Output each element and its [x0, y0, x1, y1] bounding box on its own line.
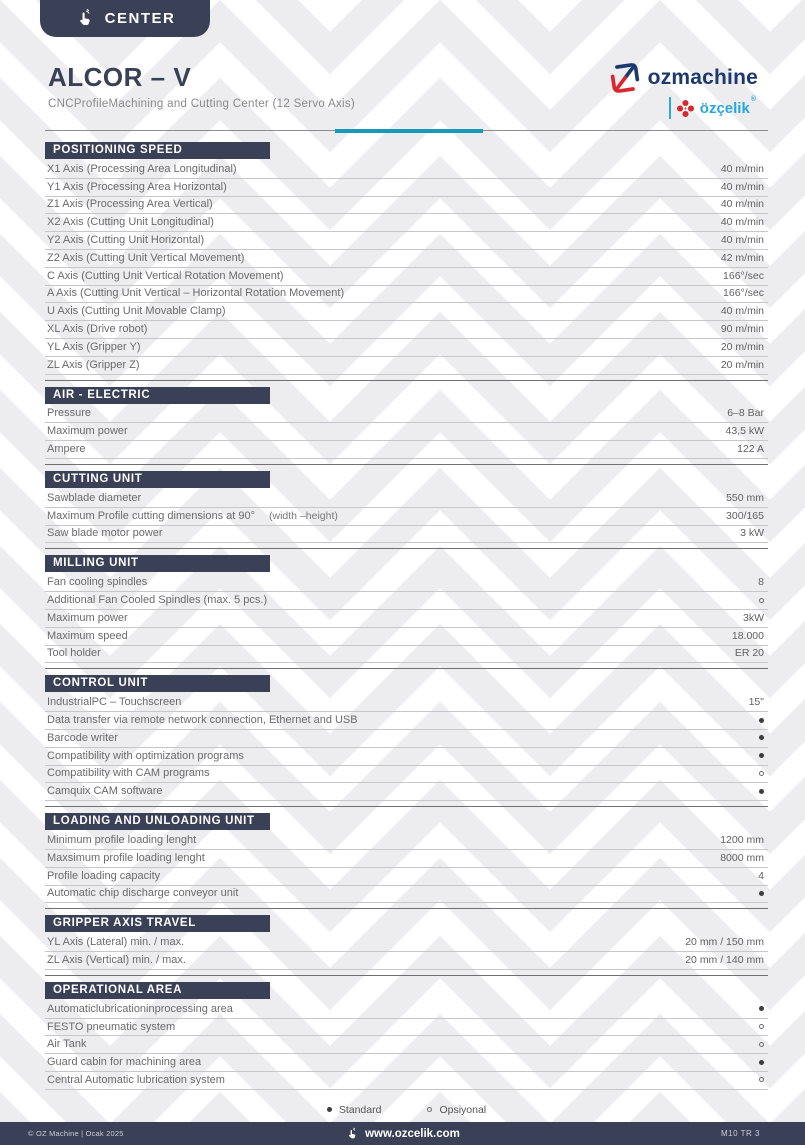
- standard-dot-icon: [759, 1006, 764, 1011]
- spec-value: 3kW: [743, 611, 764, 624]
- spec-label: Minimum profile loading lenght: [47, 834, 197, 846]
- spec-label: YL Axis (Gripper Y): [47, 340, 141, 353]
- spec-label: ZL Axis (Gripper Z): [47, 358, 140, 371]
- spec-label: Profile loading capacity: [47, 869, 161, 882]
- spec-value: 40 m/min: [720, 162, 764, 175]
- spec-row: [45, 574, 768, 592]
- spec-row: [45, 1054, 768, 1072]
- spec-row: [45, 868, 768, 886]
- section-header: POSITIONING SPEED: [45, 142, 270, 159]
- spec-row: [45, 694, 768, 712]
- section-header: MILLING UNIT: [45, 555, 270, 572]
- ozmachine-z-icon: [607, 62, 643, 94]
- spec-label: Z2 Axis (Cutting Unit Vertical Movement): [47, 251, 245, 264]
- spec-row: [45, 339, 768, 357]
- optional-dot-icon: [759, 771, 764, 776]
- spec-row: [45, 592, 768, 610]
- section-cutting-unit: [45, 464, 768, 543]
- spec-label: Compatibility with CAM programs: [47, 767, 210, 780]
- section-milling-unit: [45, 548, 768, 663]
- standard-dot-icon: [759, 735, 764, 740]
- standard-dot-icon: [759, 789, 764, 794]
- spec-value: 550 mm: [726, 491, 764, 504]
- optional-dot-icon: [759, 598, 764, 603]
- spec-label: Maximum power: [47, 425, 128, 438]
- spec-row: [45, 952, 768, 970]
- spec-row: [45, 646, 768, 664]
- logo-divider: [669, 97, 671, 119]
- legend-optional-label: Opsiyonal: [439, 1103, 487, 1116]
- tab-label: CENTER: [104, 10, 176, 27]
- spec-value: 40 m/min: [720, 198, 764, 211]
- spec-value: 40 m/min: [720, 234, 764, 247]
- standard-dot-icon: [759, 718, 764, 723]
- optional-dot-icon: [427, 1107, 432, 1112]
- section-gripper-axis-travel: [45, 908, 768, 970]
- section-header: CUTTING UNIT: [45, 471, 270, 488]
- spec-row: [45, 490, 768, 508]
- spec-label: Additional Fan Cooled Spindles (max. 5 pcs.): [47, 594, 268, 607]
- section-loading-and-unloading-unit: [45, 806, 768, 903]
- spec-value: 8: [758, 576, 764, 589]
- spec-row: [45, 832, 768, 850]
- ozcelik-flower-icon: [676, 99, 695, 118]
- legend-optional: [427, 1104, 486, 1116]
- spec-row: [45, 628, 768, 646]
- spec-value: 1200 mm: [720, 834, 764, 846]
- spec-row: [45, 250, 768, 268]
- spec-label: Barcode writer: [47, 731, 118, 744]
- spec-row: [45, 783, 768, 801]
- spec-value: 20 mm / 140 mm: [685, 953, 764, 966]
- spec-label: A Axis (Cutting Unit Vertical – Horizontal Rotation Movement): [47, 287, 345, 300]
- spec-value: 90 m/min: [720, 323, 764, 336]
- spec-value: 42 m/min: [720, 251, 764, 264]
- footer-website-text: www.ozcelik.com: [365, 1127, 460, 1140]
- page-title: ALCOR – V: [48, 62, 192, 92]
- spec-value: 8000 mm: [720, 851, 764, 864]
- optional-dot-icon: [759, 1024, 764, 1029]
- section-header: AIR - ELECTRIC: [45, 387, 270, 404]
- spec-value: 20 m/min: [720, 340, 764, 353]
- spec-value: 166°/sec: [723, 287, 764, 300]
- spec-label: Automatic chip discharge conveyor unit: [47, 887, 239, 900]
- standard-dot-icon: [759, 753, 764, 758]
- spec-value: 4: [758, 869, 764, 882]
- spec-row: [45, 214, 768, 232]
- spec-row: [45, 1001, 768, 1019]
- spec-label: Compatibility with optimization programs: [47, 749, 244, 762]
- spec-note: (width –height): [269, 509, 338, 522]
- spec-value: 40 m/min: [720, 180, 764, 193]
- tap-hand-icon: [75, 8, 96, 29]
- optional-dot-icon: [759, 1077, 764, 1082]
- spec-label: Central Automatic lubrication system: [47, 1073, 225, 1086]
- footer-bar: [0, 1122, 805, 1145]
- spec-label: Maxsimum profile loading lenght: [47, 851, 205, 864]
- spec-row: [45, 850, 768, 868]
- spec-row: [45, 197, 768, 215]
- spec-value: 3 kW: [740, 527, 764, 540]
- spec-label: FESTO pneumatic system: [47, 1020, 176, 1033]
- spec-row: [45, 423, 768, 441]
- spec-label: Tool holder: [47, 647, 101, 660]
- spec-label: Automaticlubricationinprocessing area: [47, 1002, 233, 1015]
- spec-label: Pressure: [47, 407, 92, 420]
- spec-row: [45, 321, 768, 339]
- spec-row: [45, 286, 768, 304]
- section-header: LOADING AND UNLOADING UNIT: [45, 813, 270, 830]
- standard-dot-icon: [327, 1107, 332, 1112]
- spec-label: YL Axis (Lateral) min. / max.: [47, 936, 185, 949]
- spec-label: Maximum speed: [47, 629, 128, 642]
- spec-row: [45, 934, 768, 952]
- spec-value: 6–8 Bar: [727, 407, 764, 420]
- spec-label: XL Axis (Drive robot): [47, 323, 148, 336]
- spec-row: [45, 886, 768, 904]
- spec-label: Guard cabin for machining area: [47, 1056, 202, 1069]
- spec-row: [45, 1072, 768, 1090]
- spec-label: Maximum power: [47, 611, 128, 624]
- standard-dot-icon: [759, 1060, 764, 1065]
- legend-standard-label: Standard: [338, 1103, 382, 1116]
- spec-row: [45, 748, 768, 766]
- spec-label: Y2 Axis (Cutting Unit Horizontal): [47, 234, 205, 247]
- spec-value: 43,5 kW: [725, 425, 764, 438]
- spec-value: 122 A: [737, 443, 764, 456]
- section-air-electric: [45, 380, 768, 459]
- spec-label: Data transfer via remote network connection, Ethernet and USB: [47, 714, 358, 727]
- spec-row: [45, 268, 768, 286]
- teal-accent-bar: [335, 129, 483, 133]
- section-positioning-speed: [45, 139, 768, 375]
- spec-label: Sawblade diameter: [47, 491, 142, 504]
- spec-label: Saw blade motor power: [47, 527, 163, 540]
- spec-value: 300/165: [726, 509, 764, 522]
- registered-mark: ®: [750, 95, 756, 103]
- spec-value: 40 m/min: [720, 216, 764, 229]
- brand-name: ozmachine: [647, 66, 758, 89]
- spec-label: Fan cooling spindles: [47, 576, 148, 589]
- spec-label: U Axis (Cutting Unit Movable Clamp): [47, 305, 226, 318]
- spec-label: Maximum Profile cutting dimensions at 90°: [47, 509, 255, 522]
- spec-value: 18.000: [731, 629, 764, 642]
- spec-row: [45, 1019, 768, 1037]
- section-operational-area: [45, 975, 768, 1090]
- spec-row: [45, 508, 768, 526]
- optional-dot-icon: [759, 1042, 764, 1047]
- page-subtitle: CNCProfileMachining and Cutting Center (12 Servo Axis): [48, 98, 356, 110]
- spec-row: [45, 441, 768, 459]
- spec-row: [45, 232, 768, 250]
- spec-row: [45, 730, 768, 748]
- company-logo: [607, 62, 758, 119]
- standard-dot-icon: [759, 891, 764, 896]
- spec-label: IndustrialPC – Touchscreen: [47, 696, 182, 709]
- spec-value: 15": [748, 696, 764, 709]
- legend: [45, 1104, 768, 1116]
- spec-value: 20 mm / 150 mm: [685, 936, 764, 949]
- spec-value: 166°/sec: [723, 269, 764, 282]
- spec-label: X1 Axis (Processing Area Longitudinal): [47, 162, 237, 175]
- spec-label: Y1 Axis (Processing Area Horizontal): [47, 180, 227, 193]
- spec-label: X2 Axis (Cutting Unit Longitudinal): [47, 216, 214, 229]
- footer-website-link[interactable]: [345, 1127, 460, 1141]
- section-header: CONTROL UNIT: [45, 675, 270, 692]
- spec-row: [45, 766, 768, 784]
- spec-row: [45, 712, 768, 730]
- spec-value: ER 20: [734, 647, 764, 660]
- section-header: OPERATIONAL AREA: [45, 982, 270, 999]
- footer-doc-code: M10 TR 3: [721, 1129, 760, 1138]
- section-header: GRIPPER AXIS TRAVEL: [45, 915, 270, 932]
- sub-brand-name: özçelik®: [699, 95, 756, 117]
- legend-standard: [327, 1104, 382, 1116]
- section-control-unit: [45, 668, 768, 801]
- spec-row: [45, 161, 768, 179]
- header-divider-rule: [45, 130, 768, 131]
- spec-row: [45, 303, 768, 321]
- spec-label: Ampere: [47, 443, 86, 456]
- spec-row: [45, 526, 768, 544]
- spec-row: [45, 406, 768, 424]
- spec-value: 40 m/min: [720, 305, 764, 318]
- spec-row: [45, 1036, 768, 1054]
- footer-copyright: © OZ Machine | Ocak 2025: [28, 1129, 124, 1138]
- center-tab: [40, 0, 210, 37]
- spec-label: Air Tank: [47, 1038, 87, 1051]
- spec-row: [45, 357, 768, 375]
- spec-label: C Axis (Cutting Unit Vertical Rotation Movement): [47, 269, 284, 282]
- tap-hand-icon: [345, 1127, 359, 1141]
- spec-label: ZL Axis (Vertical) min. / max.: [47, 953, 186, 966]
- spec-sections: [45, 139, 768, 1116]
- spec-value: 20 m/min: [720, 358, 764, 371]
- spec-row: [45, 610, 768, 628]
- spec-label: Z1 Axis (Processing Area Vertical): [47, 198, 213, 211]
- spec-row: [45, 179, 768, 197]
- spec-label: Camquix CAM software: [47, 785, 163, 798]
